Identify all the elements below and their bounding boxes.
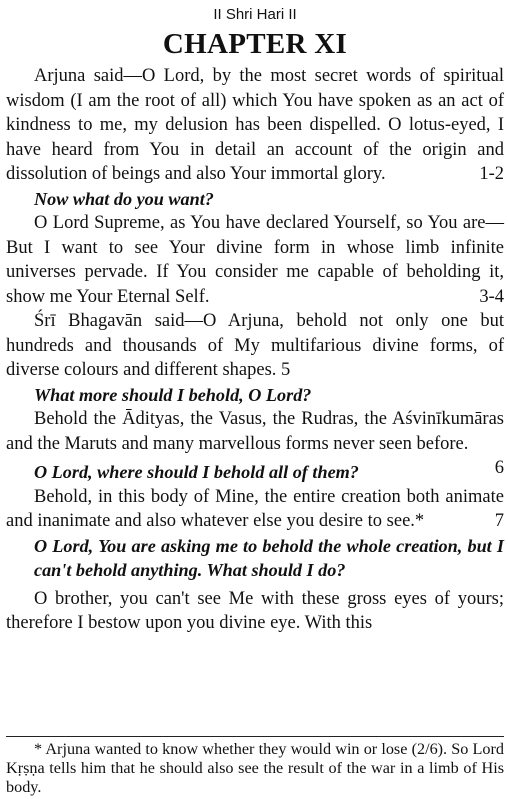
- verse-paragraph: [6, 211, 504, 309]
- verse-text: Behold the Ādityas, the Vasus, the Rudras, the Aśvinīkumāras and the Maruts and many marvellous forms never seen before.: [6, 409, 504, 454]
- footnote-divider: [6, 736, 504, 737]
- verse-text: Behold, in this body of Mine, the entire creation both animate and inanimate and also whatever else you desire to see.*: [6, 486, 504, 531]
- verse-number: 7: [494, 511, 504, 531]
- verse-number: 5: [281, 360, 291, 380]
- verse-text: O brother, you can't see Me with these gross eyes of yours; therefore I bestow upon you divine eye. With this: [6, 588, 504, 633]
- verse-paragraph: [6, 485, 504, 534]
- verse-number: 6: [494, 458, 504, 478]
- verse-text: Śrī Bhagavān said—O Arjuna, behold not only one but hundreds and thousands of My multifarious divine forms, of diverse colours and different shapes.: [6, 311, 504, 380]
- verse-paragraph: [6, 587, 504, 636]
- verse-text: O Lord Supreme, as You have declared Yourself, so You are—But I want to see Your divine form in whose limb infinite universes pervade. If You consider me capable of beholding it, show me Your Eternal Self.: [6, 213, 504, 307]
- footnote: * Arjuna wanted to know whether they would win or lose (2/6). So Lord Kṛṣṇa tells him that he should also see the result of the war in a limb of His body.: [6, 740, 504, 796]
- page: [6, 0, 504, 799]
- verse-number: 3-4: [479, 286, 504, 307]
- verse-text: Arjuna said—O Lord, by the most secret words of spiritual wisdom (I am the root of all) which You have spoken as an act of kindness to me, my delusion has been dispelled. O lotus-eyed, I have heard from You in detail an account of the origin and dissolution of beings and also Your immortal glory.: [6, 66, 504, 184]
- body-text: [6, 64, 504, 636]
- chapter-title: CHAPTER XI: [162, 28, 348, 60]
- verse-paragraph: [6, 309, 504, 383]
- question-line: Now what do you want?: [34, 188, 214, 209]
- verse-number: 1-2: [479, 164, 504, 184]
- question-line: What more should I behold, O Lord?: [34, 384, 312, 405]
- verse-paragraph: [6, 64, 504, 187]
- question-line: O Lord, where should I behold all of them?: [34, 462, 359, 482]
- running-header: II Shri Hari II: [213, 6, 297, 23]
- question-line: O Lord, You are asking me to behold the whole creation, but I can't behold anything. What should I do?: [34, 535, 504, 580]
